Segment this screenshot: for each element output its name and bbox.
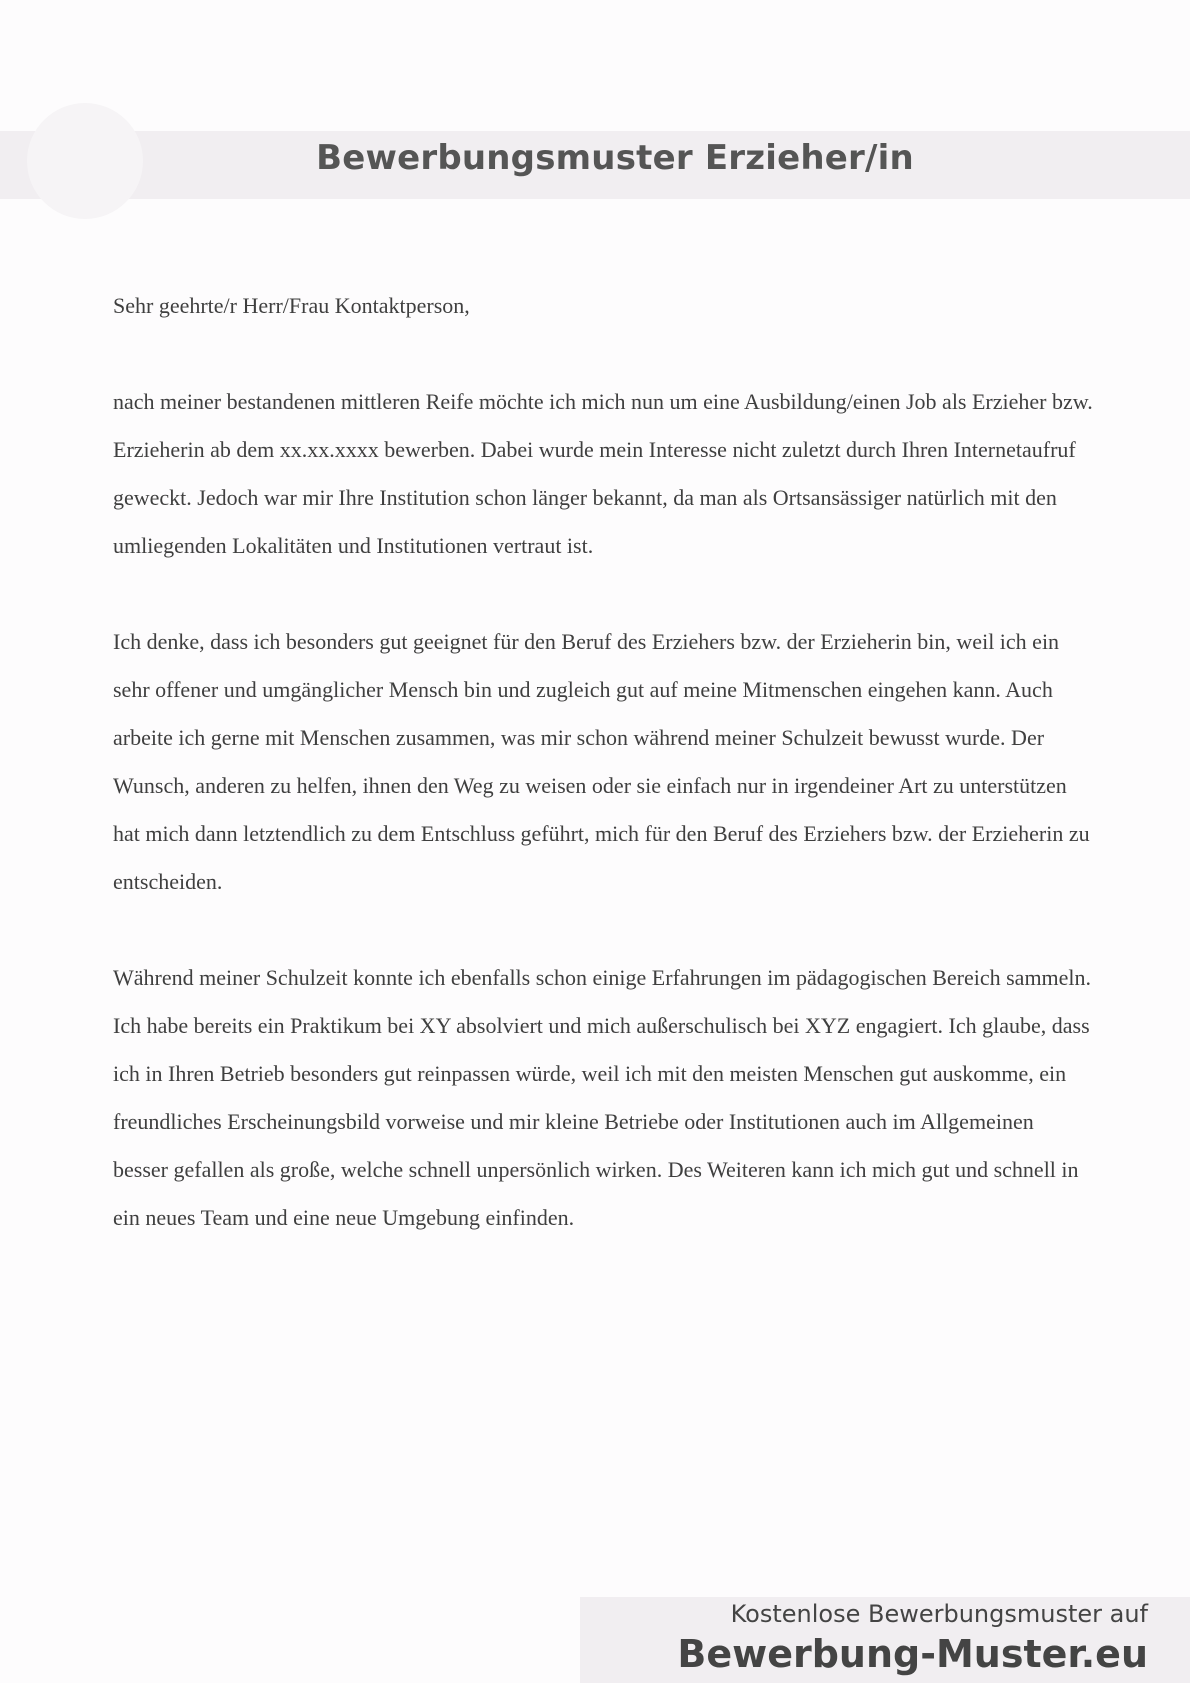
paragraph-intro: nach meiner bestandenen mittleren Reife möchte ich mich nun um eine Ausbildung/einen Job als Erzieher bzw. Erzieherin ab dem xx.xx.xxxx bewerben. Dabei wurde mein Interesse nicht zuletzt durch Ihren Internetaufruf geweckt. Jedoch war mir Ihre Institution schon länger bekannt, da man als Ortsansässiger natürlich mit den umliegenden Lokalitäten und Institutionen vertraut ist.: [113, 389, 1093, 558]
salutation: Sehr geehrte/r Herr/Frau Kontaktperson,: [113, 293, 470, 318]
page-title: Bewerbungsmuster Erzieher/in: [316, 138, 914, 178]
footer-tagline: Kostenlose Bewerbungsmuster auf: [730, 1600, 1148, 1628]
letter-body: [113, 282, 1093, 1290]
footer-site-name[interactable]: Bewerbung-Muster.eu: [677, 1632, 1148, 1676]
paragraph-motivation: Ich denke, dass ich besonders gut geeignet für den Beruf des Erziehers bzw. der Erzieherin bin, weil ich ein sehr offener und umgänglicher Mensch bin und zugleich gut auf meine Mitmenschen eingehen kann. Auch arbeite ich gerne mit Menschen zusammen, was mir schon während meiner Schulzeit bewusst wurde. Der Wunsch, anderen zu helfen, ihnen den Weg zu weisen oder sie einfach nur in irgendeiner Art zu unterstützen hat mich dann letztendlich zu dem Entschluss geführt, mich für den Beruf des Erziehers bzw. der Erzieherin zu entscheiden.: [113, 629, 1090, 894]
paragraph-experience: Während meiner Schulzeit konnte ich ebenfalls schon einige Erfahrungen im pädagogischen Bereich sammeln. Ich habe bereits ein Praktikum bei XY absolviert und mich außerschulisch bei XYZ engagiert. Ich glaube, dass ich in Ihren Betrieb besonders gut reinpassen würde, weil ich mit den meisten Menschen gut auskomme, ein freundliches Erscheinungsbild vorweise und mir kleine Betriebe oder Institutionen auch im Allgemeinen besser gefallen als große, welche schnell unpersönlich wirken. Des Weiteren kann ich mich gut und schnell in ein neues Team und eine neue Umgebung einfinden.: [113, 965, 1092, 1230]
